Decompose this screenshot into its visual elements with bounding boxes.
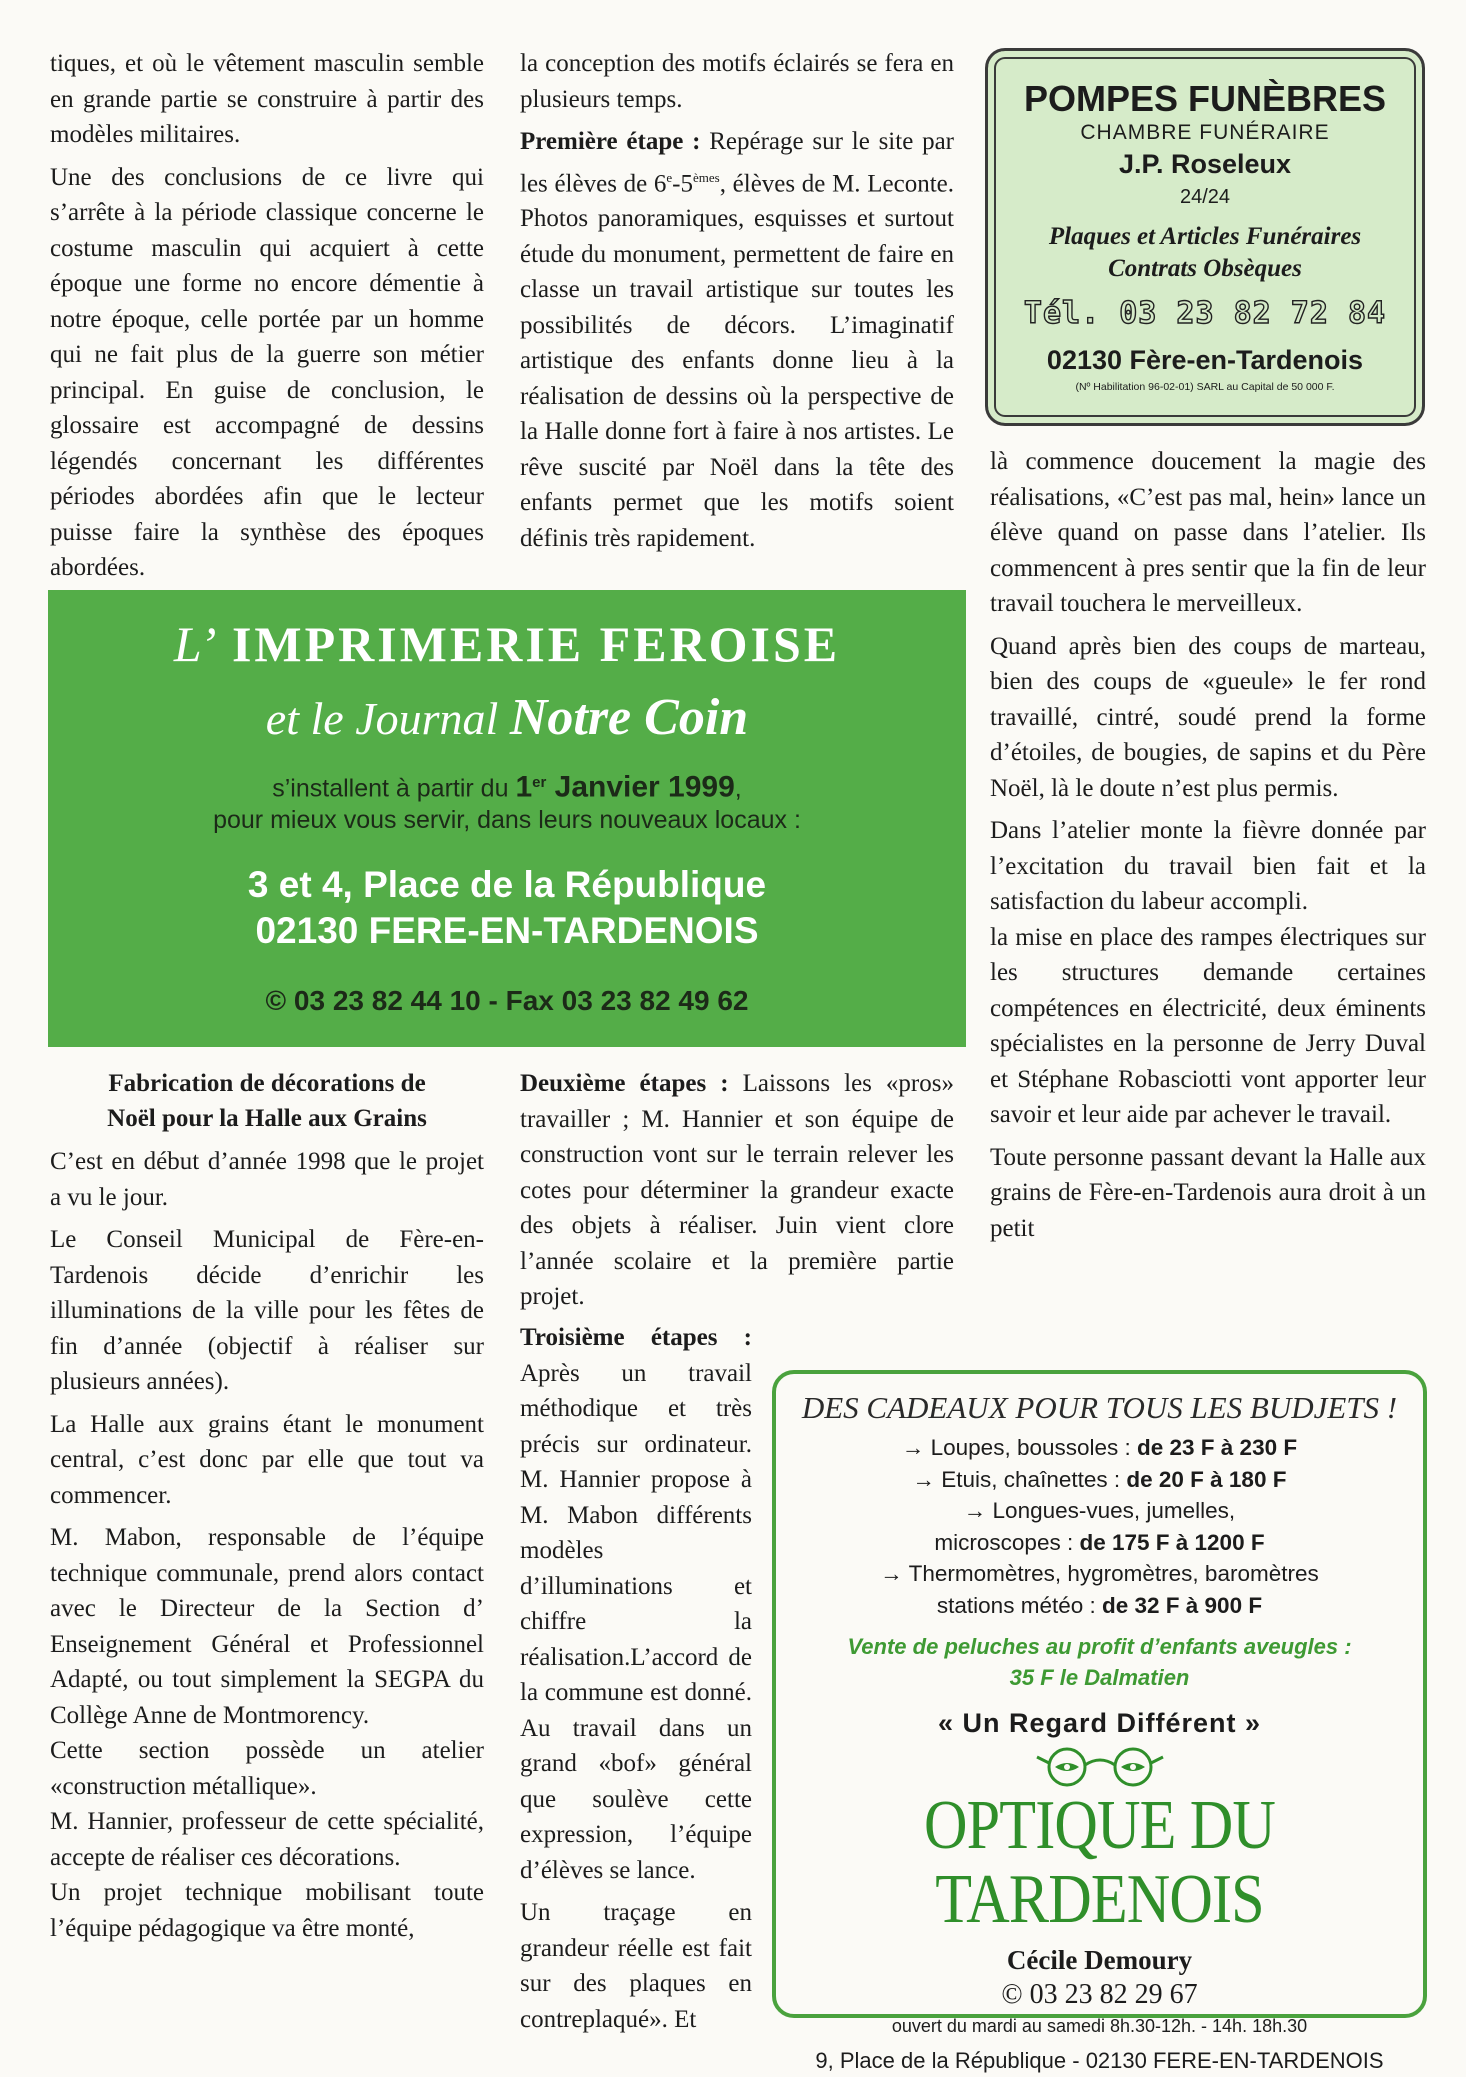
- paragraph-troisieme-etape: Troisième étapes : Après un travail méthodique et très précis sur ordinateur. M. Hannier propose à M. Mabon différents modèles d’illuminations et chiffre la réalisation.L’accord de la commune est donné. Au travail dans un grand «bof» général que soulève cette expression, l’équipe d’élèves se lance.: [520, 1324, 752, 1884]
- article-column-2-narrow: [520, 1320, 752, 2044]
- ad-headline: DES CADEAUX POUR TOUS LES BUDJETS !: [801, 1390, 1398, 1425]
- imprimerie-feroise-ad: [48, 590, 966, 1047]
- article-continuation-column-2: [520, 46, 954, 563]
- paragraph: tiques, et où le vêtement masculin semble en grande partie se construire à partir des modèles militaires.: [50, 50, 484, 148]
- article-column-2: [520, 1066, 954, 1322]
- step-heading: Deuxième étapes :: [520, 1070, 729, 1097]
- paragraph: là commence doucement la magie des réalisations, «C’est pas mal, hein» lance un élève quand on passe dans l’atelier. Ils commencent à pres sentir que la fin de leur travail touchera le merveilleux.: [990, 448, 1426, 617]
- paragraph: La Halle aux grains étant le monument central, c’est donc par elle que tout va commencer.: [50, 1410, 484, 1509]
- price-list: [776, 1432, 1423, 1621]
- ad-subtitle: et le Journal Notre Coin: [265, 689, 749, 746]
- ad-name: J.P. Roseleux: [1118, 149, 1292, 179]
- ad-owner: Cécile Demoury: [1006, 1945, 1193, 1975]
- paragraph: la mise en place des rampes électriques sur les structures demande certaines compétences en électricité, deux éminents spécialistes en la personne de Jerry Duval et Stéphane Robasciotti vont apporter leur savoir et leur aide par achever le travail.: [990, 923, 1426, 1128]
- brand-logo: OPTIQUE DU TARDENOIS: [924, 1787, 1275, 1938]
- ad-hours: ouvert du mardi au samedi 8h.30-12h. - 14h. 18h.30: [891, 2016, 1308, 2036]
- ad-title: L’ IMPRIMERIE FEROISE: [173, 616, 841, 672]
- ad-promo: Vente de peluches au profit d’enfants aveugles : 35 F le Dalmatien: [847, 1634, 1352, 1690]
- paragraph: Le Conseil Municipal de Fère-en-Tardenois décide d’enrichir les illuminations de la ville pour les fêtes de fin d’année (objectif à réaliser sur plusieurs années).: [50, 1226, 484, 1395]
- ad-legal: (Nº Habilitation 96-02-01) SARL au Capital de 50 000 F.: [1075, 381, 1335, 393]
- paragraph-premiere-etape: Première étape : Repérage sur le site par les élèves de 6e-5èmes, élèves de M. Leconte. Photos panoramiques, esquisses et surtout étude du monument, permettent de faire en classe un travail artistique sur toutes les possibilités de décors. L’imaginatif artistique des enfants donne lieu à la réalisation de dessins où la perspective de la Halle donne fort à faire à nos artistes. Le rêve suscité par Noël dans la tête des enfants permet que les motifs soient définis très rapidement.: [520, 128, 955, 552]
- ad-services-1: Plaques et Articles Funéraires: [1048, 223, 1362, 250]
- price-item: → Thermomètres, hygromètres, baromètres: [880, 1561, 1319, 1586]
- article-column-1: [50, 1066, 484, 1953]
- paragraph-deuxieme-etape: Deuxième étapes : Laissons les «pros» travailler ; M. Hannier et son équipe de construction vont sur le terrain relever les cotes pour déterminer la grandeur exacte des objets à réaliser. Juin vient clore l’année scolaire et la première partie projet.: [520, 1070, 954, 1310]
- paragraph: M. Hannier, professeur de cette spécialité, accepte de réaliser ces décorations.: [50, 1808, 484, 1871]
- ad-phone: © 03 23 82 29 67: [1001, 1979, 1198, 2010]
- article-continuation-column-1: [50, 46, 484, 593]
- ad-contact: © 03 23 82 44 10 - Fax 03 23 82 49 62: [265, 985, 749, 1017]
- paragraph: Toute personne passant devant la Halle aux grains de Fère-en-Tardenois aura droit à un petit: [990, 1143, 1426, 1242]
- paragraph: Une des conclusions de ce livre qui s’arrête à la période classique concerne le costume masculin qui acquiert à cette époque une forme no encore démentie à notre époque, celle portée par un homme qui ne fait plus de la guerre son métier principal. En guise de conclusion, le glossaire est accompagné de dessins légendés concernant les différentes périodes abordées afin que le lecteur puisse faire la synthèse des époques abordées.: [50, 163, 484, 581]
- ad-slogan: « Un Regard Différent »: [937, 1708, 1262, 1738]
- article-column-3: [990, 444, 1426, 1253]
- ad-title: POMPES FUNÈBRES: [1023, 78, 1387, 119]
- paragraph: Un traçage en grandeur réelle est fait sur des plaques en contreplaqué». Et: [520, 1899, 752, 2033]
- glasses-icon: [1035, 1745, 1165, 1789]
- ad-subtitle: CHAMBRE FUNÉRAIRE: [1080, 121, 1330, 144]
- price-item: stations météo : de 32 F à 900 F: [936, 1592, 1263, 1618]
- paragraph: M. Mabon, responsable de l’équipe technique communale, prend alors contact avec le Directeur de la Section d’ Enseignement Général et Professionnel Adapté, ou tout simplement la SEGPA du Collège Anne de Montmorency.: [50, 1524, 484, 1729]
- ad-address: 3 et 4, Place de la République 02130 FERE-EN-TARDENOIS: [247, 864, 767, 952]
- ad-hours: 24/24: [1179, 186, 1231, 208]
- paragraph: la conception des motifs éclairés se fera en plusieurs temps.: [520, 50, 954, 113]
- article-heading: Fabrication de décorations de Noël pour la Halle aux Grains: [107, 1070, 427, 1132]
- paragraph: Dans l’atelier monte la fièvre donnée par l’excitation du travail bien fait et la satisfaction du labeur accompli.: [990, 817, 1426, 915]
- ad-announcement: s’installent à partir du 1er Janvier 1999, pour mieux vous servir, dans leurs nouveaux locaux :: [213, 770, 801, 835]
- price-item: → Etuis, chaînettes : de 20 F à 180 F: [912, 1466, 1287, 1492]
- paragraph: Quand après bien des coups de marteau, bien des coups de «gueule» le fer rond travaillé, cintré, soudé prend la forme d’étoiles, de bougies, de sapins et du Père Noël, là le doute n’est plus permis.: [990, 632, 1426, 802]
- price-item: → Longues-vues, jumelles,: [963, 1498, 1236, 1523]
- paragraph: Cette section possède un atelier «construction métallique».: [50, 1737, 484, 1800]
- ad-services-2: Contrats Obsèques: [1108, 255, 1302, 282]
- step-heading: Première étape :: [520, 128, 701, 155]
- ad-address: 02130 Fère-en-Tardenois: [1046, 345, 1364, 375]
- step-heading: Troisième étapes :: [520, 1324, 752, 1351]
- paragraph: Un projet technique mobilisant toute l’équipe pédagogique va être monté,: [50, 1879, 484, 1942]
- paragraph: C’est en début d’année 1998 que le projet a vu le jour.: [50, 1148, 484, 1211]
- price-item: → Loupes, boussoles : de 23 F à 230 F: [901, 1435, 1298, 1460]
- ad-address: 9, Place de la République - 02130 FERE-EN-TARDENOIS: [815, 2048, 1384, 2073]
- price-item: microscopes : de 175 F à 1200 F: [934, 1529, 1265, 1555]
- ad-phone: Tél. 03 23 82 72 84: [1023, 296, 1387, 331]
- optique-du-tardenois-ad: [772, 1370, 1427, 2073]
- pompes-funebres-ad: [985, 48, 1425, 426]
